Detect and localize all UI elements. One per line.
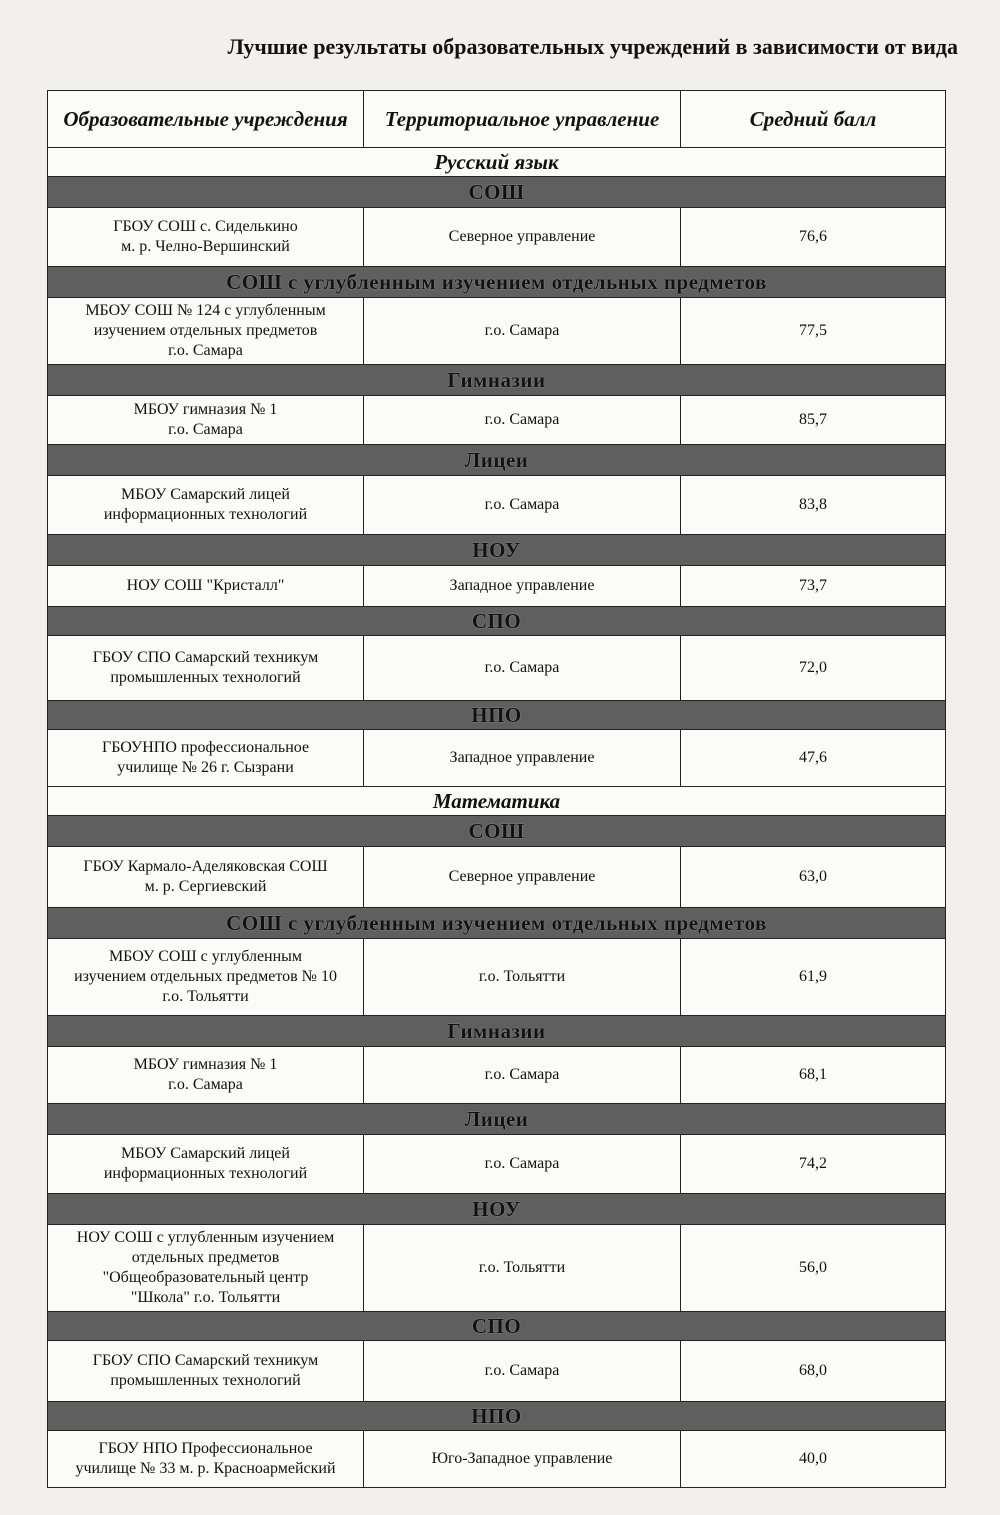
category-label: СПО [48, 607, 946, 636]
table-row [48, 208, 946, 267]
category-label: Гимназии [48, 1016, 946, 1047]
score-cell: 68,0 [681, 1341, 946, 1402]
category-label: Лицеи [48, 445, 946, 476]
subject-row [48, 148, 946, 177]
institution-cell: МБОУ СОШ № 124 с углубленным изучением отдельных предметов г.о. Самара [48, 298, 364, 365]
institution-cell: МБОУ гимназия № 1 г.о. Самара [48, 396, 364, 445]
category-label: НПО [48, 701, 946, 730]
institution-cell: МБОУ гимназия № 1 г.о. Самара [48, 1047, 364, 1104]
category-row [48, 365, 946, 396]
category-row [48, 607, 946, 636]
table-row [48, 939, 946, 1016]
territory-cell: г.о. Самара [364, 1341, 681, 1402]
table-row [48, 636, 946, 701]
header-institution: Образовательные учреждения [48, 91, 364, 148]
category-row [48, 701, 946, 730]
territory-cell: г.о. Самара [364, 636, 681, 701]
score-cell: 63,0 [681, 847, 946, 908]
institution-cell: МБОУ Самарский лицей информационных технологий [48, 476, 364, 535]
category-row [48, 267, 946, 298]
score-cell: 72,0 [681, 636, 946, 701]
header-score: Средний балл [681, 91, 946, 148]
institution-cell: ГБОУ СПО Самарский техникум промышленных технологий [48, 1341, 364, 1402]
score-cell: 47,6 [681, 730, 946, 787]
table-row [48, 847, 946, 908]
institution-cell: НОУ СОШ с углубленным изучением отдельных предметов "Общеобразовательный центр "Школа" г.о. Тольятти [48, 1225, 364, 1312]
category-row [48, 1016, 946, 1047]
category-label: СОШ [48, 816, 946, 847]
table-header [48, 91, 946, 148]
category-label: НОУ [48, 1194, 946, 1225]
institution-cell: ГБОУ НПО Профессиональное училище № 33 м. р. Красноармейский [48, 1431, 364, 1488]
category-label: СОШ [48, 177, 946, 208]
score-cell: 76,6 [681, 208, 946, 267]
category-label: Гимназии [48, 365, 946, 396]
territory-cell: Юго-Западное управление [364, 1431, 681, 1488]
table-row [48, 396, 946, 445]
page-title: Лучшие результаты образовательных учреждений в зависимости от вида [227, 34, 958, 59]
territory-cell: Западное управление [364, 730, 681, 787]
category-row [48, 1312, 946, 1341]
table-row [48, 476, 946, 535]
institution-cell: МБОУ СОШ с углубленным изучением отдельных предметов № 10 г.о. Тольятти [48, 939, 364, 1016]
territory-cell: Западное управление [364, 566, 681, 607]
territory-cell: г.о. Самара [364, 1135, 681, 1194]
table-row [48, 1135, 946, 1194]
institution-cell: ГБОУНПО профессиональное училище № 26 г. Сызрани [48, 730, 364, 787]
score-cell: 68,1 [681, 1047, 946, 1104]
category-row [48, 816, 946, 847]
score-cell: 56,0 [681, 1225, 946, 1312]
category-row [48, 1402, 946, 1431]
category-row [48, 445, 946, 476]
table-row [48, 566, 946, 607]
category-row [48, 908, 946, 939]
score-cell: 73,7 [681, 566, 946, 607]
institution-cell: ГБОУ Кармало-Аделяковская СОШ м. р. Сергиевский [48, 847, 364, 908]
institution-cell: ГБОУ СОШ с. Сиделькино м. р. Челно-Вершинский [48, 208, 364, 267]
territory-cell: г.о. Тольятти [364, 939, 681, 1016]
institution-cell: ГБОУ СПО Самарский техникум промышленных технологий [48, 636, 364, 701]
score-cell: 74,2 [681, 1135, 946, 1194]
category-label: НПО [48, 1402, 946, 1431]
category-label: НОУ [48, 535, 946, 566]
category-row [48, 1104, 946, 1135]
subject-label: Русский язык [48, 148, 946, 177]
table-row [48, 1341, 946, 1402]
territory-cell: г.о. Тольятти [364, 1225, 681, 1312]
results-table [47, 90, 946, 1488]
score-cell: 77,5 [681, 298, 946, 365]
category-row [48, 1194, 946, 1225]
table-body [48, 148, 946, 1488]
territory-cell: г.о. Самара [364, 298, 681, 365]
category-label: Лицеи [48, 1104, 946, 1135]
category-row [48, 535, 946, 566]
subject-label: Математика [48, 787, 946, 816]
score-cell: 61,9 [681, 939, 946, 1016]
category-label: СОШ с углубленным изучением отдельных предметов [48, 908, 946, 939]
territory-cell: г.о. Самара [364, 1047, 681, 1104]
institution-cell: МБОУ Самарский лицей информационных технологий [48, 1135, 364, 1194]
territory-cell: Северное управление [364, 208, 681, 267]
table-row [48, 298, 946, 365]
score-cell: 83,8 [681, 476, 946, 535]
subject-row [48, 787, 946, 816]
category-label: СПО [48, 1312, 946, 1341]
table-row [48, 1047, 946, 1104]
score-cell: 40,0 [681, 1431, 946, 1488]
territory-cell: Северное управление [364, 847, 681, 908]
category-label: СОШ с углубленным изучением отдельных предметов [48, 267, 946, 298]
territory-cell: г.о. Самара [364, 476, 681, 535]
table-row [48, 1225, 946, 1312]
table-row [48, 1431, 946, 1488]
institution-cell: НОУ СОШ "Кристалл" [48, 566, 364, 607]
table-row [48, 730, 946, 787]
territory-cell: г.о. Самара [364, 396, 681, 445]
header-territory: Территориальное управление [364, 91, 681, 148]
score-cell: 85,7 [681, 396, 946, 445]
category-row [48, 177, 946, 208]
